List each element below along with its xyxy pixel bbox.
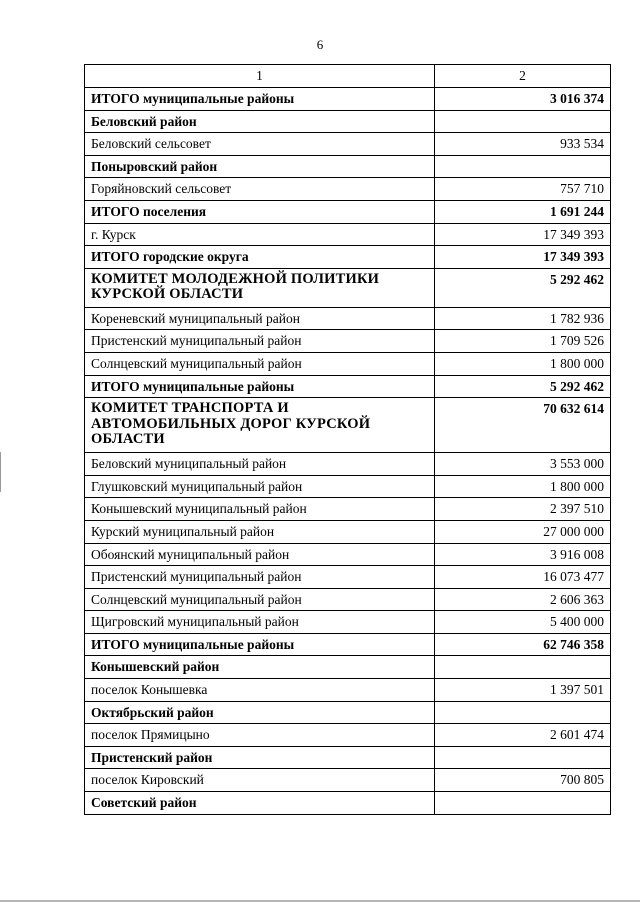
- row-name-cell: поселок Кировский: [85, 769, 435, 792]
- row-value-cell: 1 782 936: [435, 307, 611, 330]
- row-name-cell: Пристенский муниципальный район: [85, 566, 435, 589]
- table-row: [85, 769, 611, 792]
- row-name-cell: ИТОГО муниципальные районы: [85, 633, 435, 656]
- row-name-cell: Обоянский муниципальный район: [85, 543, 435, 566]
- table-header-row: [85, 65, 611, 88]
- table-row: [85, 133, 611, 156]
- row-value-cell: 3 916 008: [435, 543, 611, 566]
- row-name-cell: Кореневский муниципальный район: [85, 307, 435, 330]
- row-name-cell: Конышевский район: [85, 656, 435, 679]
- table-row: [85, 746, 611, 769]
- column-header-1: 1: [85, 65, 435, 88]
- table-row: [85, 330, 611, 353]
- table-row: [85, 88, 611, 111]
- row-name-cell: Горяйновский сельсовет: [85, 178, 435, 201]
- column-header-2: 2: [435, 65, 611, 88]
- row-name-cell: Солнцевский муниципальный район: [85, 588, 435, 611]
- table-row: [85, 566, 611, 589]
- row-name-cell: КОМИТЕТ МОЛОДЕЖНОЙ ПОЛИТИКИ КУРСКОЙ ОБЛАСТИ: [85, 268, 435, 307]
- table-row: [85, 178, 611, 201]
- scan-bottom-line: [0, 900, 640, 902]
- row-name-cell: ИТОГО муниципальные районы: [85, 375, 435, 398]
- table-row: [85, 633, 611, 656]
- row-name-cell: Октябрьский район: [85, 701, 435, 724]
- row-name-cell: Курский муниципальный район: [85, 520, 435, 543]
- row-name-cell: г. Курск: [85, 223, 435, 246]
- scan-edge-mark: [0, 452, 1, 492]
- page-number: 6: [316, 37, 324, 52]
- table-row: [85, 375, 611, 398]
- row-value-cell: 17 349 393: [435, 246, 611, 269]
- table-row: [85, 223, 611, 246]
- table-row: [85, 110, 611, 133]
- row-value-cell: 27 000 000: [435, 520, 611, 543]
- row-name-cell: Беловский сельсовет: [85, 133, 435, 156]
- table-row: [85, 520, 611, 543]
- row-value-cell: 16 073 477: [435, 566, 611, 589]
- table-row: [85, 679, 611, 702]
- table-body: [85, 65, 611, 815]
- table-row: [85, 398, 611, 453]
- row-name-cell: КОМИТЕТ ТРАНСПОРТА И АВТОМОБИЛЬНЫХ ДОРОГ КУРСКОЙ ОБЛАСТИ: [85, 398, 435, 453]
- row-value-cell: [435, 792, 611, 815]
- row-name-cell: Советский район: [85, 792, 435, 815]
- row-value-cell: [435, 701, 611, 724]
- row-value-cell: 2 601 474: [435, 724, 611, 747]
- row-value-cell: 5 292 462: [435, 375, 611, 398]
- table-row: [85, 724, 611, 747]
- row-name-cell: Солнцевский муниципальный район: [85, 352, 435, 375]
- table-row: [85, 200, 611, 223]
- table-row: [85, 543, 611, 566]
- table-row: [85, 453, 611, 476]
- table-row: [85, 475, 611, 498]
- row-value-cell: 3 016 374: [435, 88, 611, 111]
- table-row: [85, 246, 611, 269]
- table-row: [85, 611, 611, 634]
- row-name-cell: поселок Конышевка: [85, 679, 435, 702]
- row-name-cell: Поныровский район: [85, 155, 435, 178]
- row-name-cell: Пристенский муниципальный район: [85, 330, 435, 353]
- row-value-cell: 2 606 363: [435, 588, 611, 611]
- table-row: [85, 701, 611, 724]
- row-value-cell: 757 710: [435, 178, 611, 201]
- table-row: [85, 656, 611, 679]
- table-row: [85, 498, 611, 521]
- row-value-cell: 5 292 462: [435, 268, 611, 307]
- row-name-cell: ИТОГО городские округа: [85, 246, 435, 269]
- row-value-cell: 1 709 526: [435, 330, 611, 353]
- row-name-cell: Беловский муниципальный район: [85, 453, 435, 476]
- row-value-cell: [435, 110, 611, 133]
- row-name-cell: поселок Прямицыно: [85, 724, 435, 747]
- row-name-cell: Конышевский муниципальный район: [85, 498, 435, 521]
- row-value-cell: 1 691 244: [435, 200, 611, 223]
- row-value-cell: 17 349 393: [435, 223, 611, 246]
- row-name-cell: ИТОГО муниципальные районы: [85, 88, 435, 111]
- table-row: [85, 352, 611, 375]
- row-name-cell: Щигровский муниципальный район: [85, 611, 435, 634]
- row-value-cell: [435, 155, 611, 178]
- row-value-cell: [435, 656, 611, 679]
- row-name-cell: Беловский район: [85, 110, 435, 133]
- row-name-cell: Пристенский район: [85, 746, 435, 769]
- row-value-cell: 70 632 614: [435, 398, 611, 453]
- row-value-cell: 1 800 000: [435, 352, 611, 375]
- row-name-cell: Глушковский муниципальный район: [85, 475, 435, 498]
- budget-table: [84, 64, 611, 815]
- row-value-cell: 1 397 501: [435, 679, 611, 702]
- table-row: [85, 268, 611, 307]
- row-value-cell: 5 400 000: [435, 611, 611, 634]
- table-row: [85, 792, 611, 815]
- row-name-cell: ИТОГО поселения: [85, 200, 435, 223]
- row-value-cell: 933 534: [435, 133, 611, 156]
- row-value-cell: 3 553 000: [435, 453, 611, 476]
- row-value-cell: 1 800 000: [435, 475, 611, 498]
- table-row: [85, 588, 611, 611]
- row-value-cell: 62 746 358: [435, 633, 611, 656]
- row-value-cell: 2 397 510: [435, 498, 611, 521]
- table-row: [85, 155, 611, 178]
- table-row: [85, 307, 611, 330]
- row-value-cell: 700 805: [435, 769, 611, 792]
- row-value-cell: [435, 746, 611, 769]
